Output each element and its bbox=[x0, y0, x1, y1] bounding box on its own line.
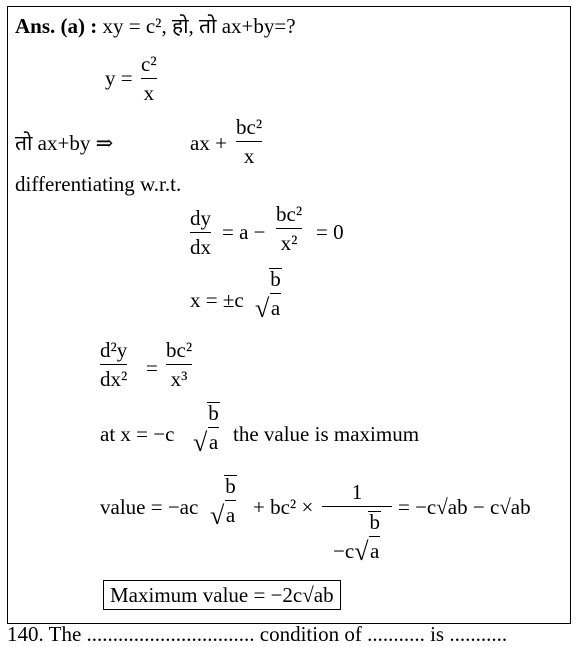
at-radical bbox=[193, 401, 220, 457]
x-solution-numerator: b bbox=[270, 267, 281, 291]
fraction-bar bbox=[369, 536, 380, 537]
value-inner-denominator: a bbox=[370, 539, 380, 563]
deriv-fraction bbox=[276, 204, 302, 254]
second-deriv-fraction bbox=[100, 340, 127, 390]
y-fraction-numerator: c² bbox=[141, 52, 157, 76]
fraction-bar bbox=[208, 427, 219, 428]
fraction-bar bbox=[190, 232, 211, 233]
at-denominator: a bbox=[208, 430, 219, 454]
value-big-fraction bbox=[322, 480, 392, 566]
final-answer-box: Maximum value = −2c√ab bbox=[103, 580, 341, 610]
fraction-bar bbox=[270, 293, 281, 294]
fraction-bar bbox=[141, 78, 157, 79]
deriv-denominator: x² bbox=[280, 231, 298, 255]
value-big-numerator: 1 bbox=[351, 480, 363, 504]
fraction-bar bbox=[166, 364, 192, 365]
substitution-prefix: तो ax+by ⇒ bbox=[15, 131, 114, 155]
at-numerator: b bbox=[208, 401, 219, 425]
x-solution: x = ±c bbox=[190, 288, 244, 312]
value-inner-fraction bbox=[369, 512, 380, 562]
value-mid: + bc² × bbox=[253, 495, 314, 519]
value-radical bbox=[210, 474, 237, 530]
fraction-bar bbox=[322, 506, 392, 507]
sqrt-icon: √ bbox=[255, 294, 270, 323]
dydx-denominator: dx bbox=[190, 235, 211, 259]
fraction-bar bbox=[276, 228, 302, 229]
dydx-numerator: dy bbox=[190, 206, 211, 230]
value-fraction bbox=[225, 476, 236, 526]
sqrt-icon: √ bbox=[210, 501, 225, 530]
second-deriv-rhs-numerator: bc² bbox=[166, 338, 193, 362]
y-lhs: y = bbox=[105, 66, 133, 90]
at-tail: the value is maximum bbox=[233, 422, 420, 446]
second-deriv-denominator: dx² bbox=[100, 367, 128, 391]
answer-label: Ans. (a) : bbox=[15, 14, 98, 38]
value-rhs: = −c√ab − c√ab bbox=[398, 495, 531, 519]
dydx-fraction bbox=[190, 208, 211, 258]
value-inner-numerator: b bbox=[369, 510, 380, 534]
y-fraction bbox=[141, 54, 157, 104]
deriv-middle: = a − bbox=[222, 220, 266, 244]
substitution-fraction bbox=[236, 117, 262, 167]
problem-statement: xy = c², हो, तो ax+by=? bbox=[97, 14, 296, 38]
answer-frame bbox=[7, 6, 571, 624]
value-lead: value = −ac bbox=[100, 495, 199, 519]
differentiating-text: differentiating w.r.t. bbox=[15, 172, 182, 196]
substitution-expr: ax + bbox=[190, 131, 227, 155]
deriv-numerator: bc² bbox=[276, 202, 303, 226]
fraction-bar bbox=[236, 141, 262, 142]
y-fraction-denominator: x bbox=[143, 81, 155, 105]
deriv-rhs: = 0 bbox=[316, 220, 344, 244]
second-deriv-rhs-denominator: x³ bbox=[170, 367, 188, 391]
second-deriv-numerator: d²y bbox=[100, 338, 128, 362]
x-solution-fraction bbox=[270, 269, 281, 319]
at-fraction bbox=[208, 403, 219, 453]
second-deriv-eq: = bbox=[146, 356, 158, 380]
next-question-cutoff: 140. The ................................ condition of ........... is ........... bbox=[7, 622, 508, 646]
at-text: at x = −c bbox=[100, 422, 175, 446]
fraction-bar bbox=[225, 500, 236, 501]
fraction-bar bbox=[100, 364, 127, 365]
value-big-denominator-lead: −c bbox=[333, 539, 355, 563]
sqrt-icon: √ bbox=[354, 537, 369, 566]
x-solution-denominator: a bbox=[270, 296, 281, 320]
value-big-denominator bbox=[322, 510, 392, 566]
value-denominator: a bbox=[225, 503, 236, 527]
second-deriv-rhs-fraction bbox=[166, 340, 192, 390]
sqrt-icon: √ bbox=[193, 428, 208, 457]
substitution-numerator: bc² bbox=[236, 115, 263, 139]
x-solution-radical bbox=[255, 267, 282, 323]
value-numerator: b bbox=[225, 474, 236, 498]
answer-header bbox=[15, 16, 296, 37]
substitution-denominator: x bbox=[243, 144, 255, 168]
